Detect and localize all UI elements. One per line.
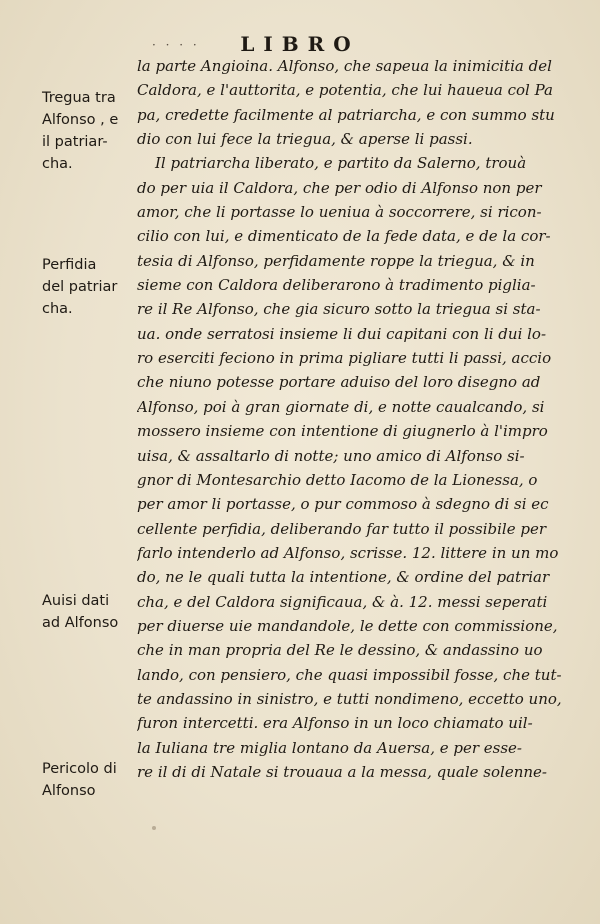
text-line: sieme con Caldora deliberarono à tradimento piglia- <box>137 276 536 295</box>
text-line: Caldora, e l'auttorita, e potentia, che lui haueua col Pa <box>137 81 553 100</box>
text-line: furon intercetti. era Alfonso in un loco chiamato uil- <box>137 714 533 733</box>
text-line: tesia di Alfonso, perfidamente roppe la triegua, & in <box>137 251 535 270</box>
marginal-note-line: Alfonso <box>42 783 96 799</box>
main-text-block <box>137 54 567 784</box>
text-line: dio con lui fece la triegua, & aperse li passi. <box>137 130 473 149</box>
text-line: per diuerse uie mandandole, le dette con commissione, <box>137 616 558 635</box>
ink-spot-mark <box>152 826 156 830</box>
marginal-note-line: Auisi dati <box>42 593 110 609</box>
text-line: re il di di Natale si trouaua a la messa, quale solenne- <box>137 762 547 781</box>
marginal-note-pericolo <box>42 758 138 802</box>
text-line: lando, con pensiero, che quasi impossibil fosse, che tut- <box>137 665 562 684</box>
text-line: per amor li portasse, o pur commoso à sdegno di si ec <box>137 495 549 514</box>
text-line: Il patriarcha liberato, e partito da Salerno, trouà <box>155 154 527 173</box>
marginal-note-line: Alfonso , e <box>42 112 119 128</box>
text-line: la Iuliana tre miglia lontano da Auersa, e per esse- <box>137 738 523 757</box>
text-line: do per uia il Caldora, che per odio di Alfonso non per <box>137 178 542 197</box>
running-head-title: LIBRO <box>240 32 360 56</box>
text-line: re il Re Alfonso, che gia sicuro sotto la triegua si sta- <box>137 300 541 319</box>
text-line: la parte Angioina. Alfonso, che sapeua la inimicitia del <box>137 57 552 75</box>
text-line: amor, che li portasse lo ueniua à soccorrere, si ricon- <box>137 203 542 222</box>
text-line: cha, e del Caldora significaua, & à. 12. messi seperati <box>137 592 548 611</box>
text-line: ua. onde serratosi insieme li dui capitani con li dui lo- <box>137 324 547 343</box>
text-line: gnor di Montesarchio detto Iacomo de la Lionessa, o <box>137 470 538 489</box>
marginal-note-line: ad Alfonso <box>42 615 119 631</box>
marginal-note-tregua <box>42 87 138 175</box>
text-line: che in man propria del Re le dessino, & andassino uo <box>137 641 543 660</box>
text-line: che niuno potesse portare aduiso del loro disegno ad <box>137 373 541 392</box>
text-line: cellente perfidia, deliberando far tutto il possibile per <box>137 519 546 538</box>
marginal-note-line: Tregua tra <box>42 90 116 106</box>
marginal-note-line: il patriar- <box>42 134 108 150</box>
marginal-note-line: Perfidia <box>42 257 97 273</box>
marginal-note-line: del patriar <box>42 279 118 295</box>
text-line: Alfonso, poi à gran giornate di, e notte caualcando, si <box>137 397 545 416</box>
marginal-note-line: Pericolo di <box>42 761 117 777</box>
text-line: do, ne le quali tutta la intentione, & ordine del patriar <box>137 568 550 587</box>
marginal-note-line: cha. <box>42 301 73 317</box>
text-line: mossero insieme con intentione di giugnerlo à l'impro <box>137 422 548 441</box>
text-line: uisa, & assaltarlo di notte; uno amico di Alfonso si- <box>137 446 525 465</box>
marginal-note-perfidia <box>42 254 138 320</box>
text-line: pa, credette facilmente al patriarcha, e con summo stu <box>137 105 555 124</box>
marginal-note-line: cha. <box>42 156 73 172</box>
marginal-note-auisi <box>42 590 138 634</box>
text-line: ro eserciti feciono in prima pigliare tutti li passi, accio <box>137 349 552 368</box>
text-line: farlo intenderlo ad Alfonso, scrisse. 12. littere in un mo <box>137 543 559 562</box>
header-ornament: · · · · <box>152 38 200 52</box>
text-line: te andassino in sinistro, e tutti nondimeno, eccetto uno, <box>137 689 562 708</box>
text-line: cilio con lui, e dimenticato de la fede data, e de la cor- <box>137 227 551 246</box>
